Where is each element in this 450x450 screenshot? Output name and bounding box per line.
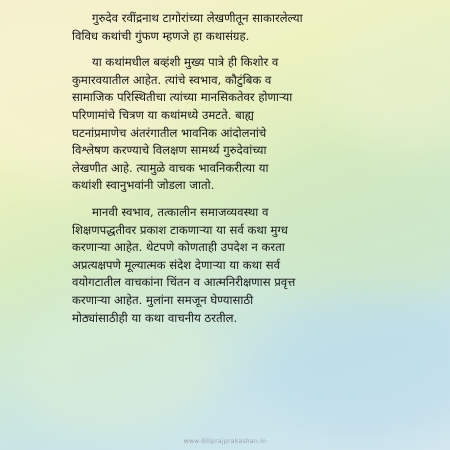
publisher-url: www.diliprajprakashan.in [183, 438, 267, 445]
text-line: मानवी स्वभाव, तत्कालीन समाजव्यवस्था व [92, 204, 269, 219]
text-line: विश्लेषण करण्याचे विलक्षण सामर्थ्य गुरुदेवांच्या [72, 143, 267, 158]
text-line: लेखणीत आहे. त्यामुळे वाचक भावनिकरीत्या या [72, 160, 269, 175]
blurb-paragraph-2 [72, 54, 428, 195]
text-line: विविध कथांची गुंफण म्हणजे हा कथासंग्रह. [72, 28, 250, 43]
text-line: गुरुदेव रवींद्रनाथ टागोरांच्या लेखणीतून साकारलेल्या [92, 11, 303, 25]
text-line: सामाजिक परिस्थितीचा त्यांच्या मानसिकतेवर होणाऱ्या [72, 90, 293, 105]
text-line: शिक्षणपद्धतीवर प्रकाश टाकणाऱ्या या सर्व कथा मुग्ध [72, 222, 288, 237]
text-line: वयोगटातील वाचकांना चिंतन व आत्मनिरीक्षणास प्रवृत्त [72, 275, 296, 290]
text-line: या कथांमधील बव्हंशी मुख्य पात्रे ही किशोर व [92, 55, 279, 70]
text-line: परिणामांचे चित्रण या कथांमध्ये उमटते. बाह्य [72, 107, 254, 122]
text-line: घटनांप्रमाणेच अंतरंगातील भावनिक आंदोलनांचे [72, 125, 267, 140]
text-line: अप्रत्यक्षपणे मूल्यात्मक संदेश देणाऱ्या या कथा सर्व [72, 257, 281, 272]
text-line: करणाऱ्या आहेत. थेटपणे कोणताही उपदेश न करता [72, 240, 285, 255]
blurb-text-block [72, 10, 428, 336]
blurb-paragraph-3 [72, 204, 428, 327]
text-line: कुमारवयातील आहेत. त्यांचे स्वभाव, कौटुंबिक व [72, 72, 272, 87]
blurb-paragraph-1 [72, 10, 428, 45]
text-line: मोठ्यांसाठीही या कथा वाचनीय ठरतील. [72, 310, 238, 325]
text-line: करणाऱ्या आहेत. मुलांना समजून घेण्यासाठी [72, 292, 254, 307]
text-line: कथांशी स्वानुभवांनी जोडला जातो. [72, 178, 215, 193]
